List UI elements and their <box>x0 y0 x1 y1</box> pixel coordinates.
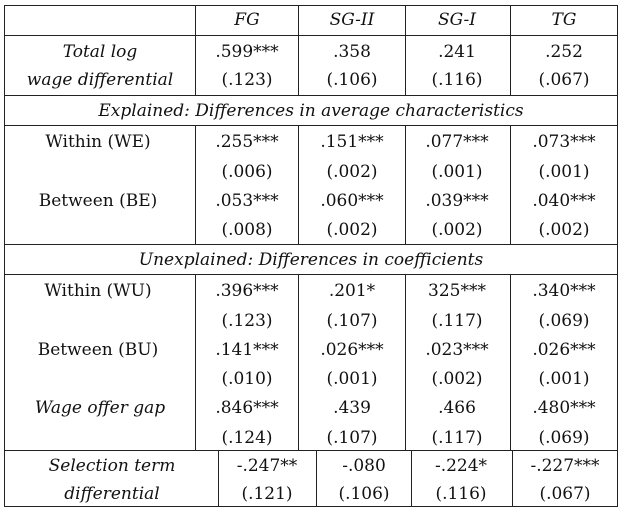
header-fg: FG <box>234 10 260 30</box>
header-tg: TG <box>551 10 577 30</box>
rule-unexplained-title <box>4 274 618 275</box>
exp-between-sg2: .060*** <box>320 191 384 211</box>
unexp-within-se-sg2: (.107) <box>326 311 378 331</box>
explained-section-title: Explained: Differences in average characteristics <box>98 101 524 121</box>
selection-label-line1: Selection term <box>48 456 176 476</box>
unexp-between-se-sg1: (.002) <box>431 369 483 389</box>
vline-fg-exp <box>298 125 299 244</box>
wage-offer-se-fg: (.124) <box>221 428 273 448</box>
vline-fg-sel <box>316 450 317 507</box>
vline-sg1-sel <box>512 450 513 507</box>
unexp-between-se-tg: (.001) <box>538 369 590 389</box>
exp-within-sg1: .077*** <box>425 132 489 152</box>
vline-label-sel <box>218 450 219 507</box>
selection-se-tg: (.067) <box>539 484 591 504</box>
unexp-within-se-fg: (.123) <box>221 311 273 331</box>
vline-sg1-exp <box>510 125 511 244</box>
unexp-between-tg: .026*** <box>532 340 596 360</box>
selection-se-sg2: (.106) <box>338 484 390 504</box>
rule-total <box>4 95 618 96</box>
wage-offer-se-sg2: (.107) <box>326 428 378 448</box>
vline-sg2-sel <box>411 450 412 507</box>
rule-unexplained <box>4 450 618 451</box>
exp-between-se-sg2: (.002) <box>326 220 378 240</box>
total-label-line2: wage differential <box>26 70 174 90</box>
unexp-between-sg2: .026*** <box>320 340 384 360</box>
unexplained-between-label: Between (BU) <box>37 340 159 360</box>
rule-header <box>4 35 618 36</box>
vline-sg1-top <box>510 5 511 95</box>
unexplained-section-title: Unexplained: Differences in coefficients <box>138 250 484 270</box>
wage-offer-se-tg: (.069) <box>538 428 590 448</box>
total-value-tg: .252 <box>545 42 583 62</box>
header-sg2: SG-II <box>329 10 375 30</box>
total-se-sg2: (.106) <box>326 70 378 90</box>
unexp-between-se-sg2: (.001) <box>326 369 378 389</box>
exp-between-se-tg: (.002) <box>538 220 590 240</box>
header-sg1: SG-I <box>437 10 477 30</box>
vline-label-exp <box>195 125 196 244</box>
exp-between-tg: .040*** <box>532 191 596 211</box>
vline-sg1-unexp <box>510 274 511 450</box>
wage-offer-sg1: .466 <box>438 398 476 418</box>
total-value-fg: .599*** <box>215 42 279 62</box>
selection-value-tg: -.227*** <box>530 456 600 476</box>
unexp-within-sg2: .201* <box>328 281 376 301</box>
vline-fg-top <box>298 5 299 95</box>
exp-within-se-sg2: (.002) <box>326 162 378 182</box>
vline-sg2-unexp <box>405 274 406 450</box>
unexp-between-sg1: .023*** <box>425 340 489 360</box>
unexp-within-se-sg1: (.117) <box>431 311 483 331</box>
exp-within-se-sg1: (.001) <box>431 162 483 182</box>
vline-sg2-exp <box>405 125 406 244</box>
exp-within-sg2: .151*** <box>320 132 384 152</box>
exp-within-tg: .073*** <box>532 132 596 152</box>
exp-within-fg: .255*** <box>215 132 279 152</box>
selection-value-fg: -.247** <box>236 456 298 476</box>
wage-offer-fg: .846*** <box>215 398 279 418</box>
vline-sg2-top <box>405 5 406 95</box>
selection-label-line2: differential <box>64 484 160 504</box>
exp-within-se-fg: (.006) <box>221 162 273 182</box>
exp-between-sg1: .039*** <box>425 191 489 211</box>
unexp-within-sg1: 325*** <box>428 281 486 301</box>
wage-offer-sg2: .439 <box>333 398 371 418</box>
explained-within-label: Within (WE) <box>45 132 151 152</box>
total-se-sg1: (.116) <box>431 70 483 90</box>
wage-offer-se-sg1: (.117) <box>431 428 483 448</box>
exp-between-se-fg: (.008) <box>221 220 273 240</box>
selection-value-sg2: -.080 <box>342 456 386 476</box>
total-se-tg: (.067) <box>538 70 590 90</box>
total-value-sg1: .241 <box>438 42 476 62</box>
unexp-within-tg: .340*** <box>532 281 596 301</box>
selection-se-fg: (.121) <box>241 484 293 504</box>
selection-se-sg1: (.116) <box>435 484 487 504</box>
vline-fg-unexp <box>298 274 299 450</box>
explained-between-label: Between (BE) <box>38 191 158 211</box>
exp-within-se-tg: (.001) <box>538 162 590 182</box>
exp-between-se-sg1: (.002) <box>431 220 483 240</box>
unexp-within-fg: .396*** <box>215 281 279 301</box>
vline-label-top <box>195 5 196 95</box>
unexplained-within-label: Within (WU) <box>44 281 152 301</box>
exp-between-fg: .053*** <box>215 191 279 211</box>
total-value-sg2: .358 <box>333 42 371 62</box>
rule-explained-title <box>4 125 618 126</box>
total-se-fg: (.123) <box>221 70 273 90</box>
rule-explained <box>4 244 618 245</box>
wage-offer-tg: .480*** <box>532 398 596 418</box>
total-label-line1: Total log <box>62 42 138 62</box>
wage-offer-gap-label: Wage offer gap <box>34 398 166 418</box>
selection-value-sg1: -.224* <box>434 456 488 476</box>
unexp-between-se-fg: (.010) <box>221 369 273 389</box>
unexp-between-fg: .141*** <box>215 340 279 360</box>
vline-label-unexp <box>195 274 196 450</box>
unexp-within-se-tg: (.069) <box>538 311 590 331</box>
